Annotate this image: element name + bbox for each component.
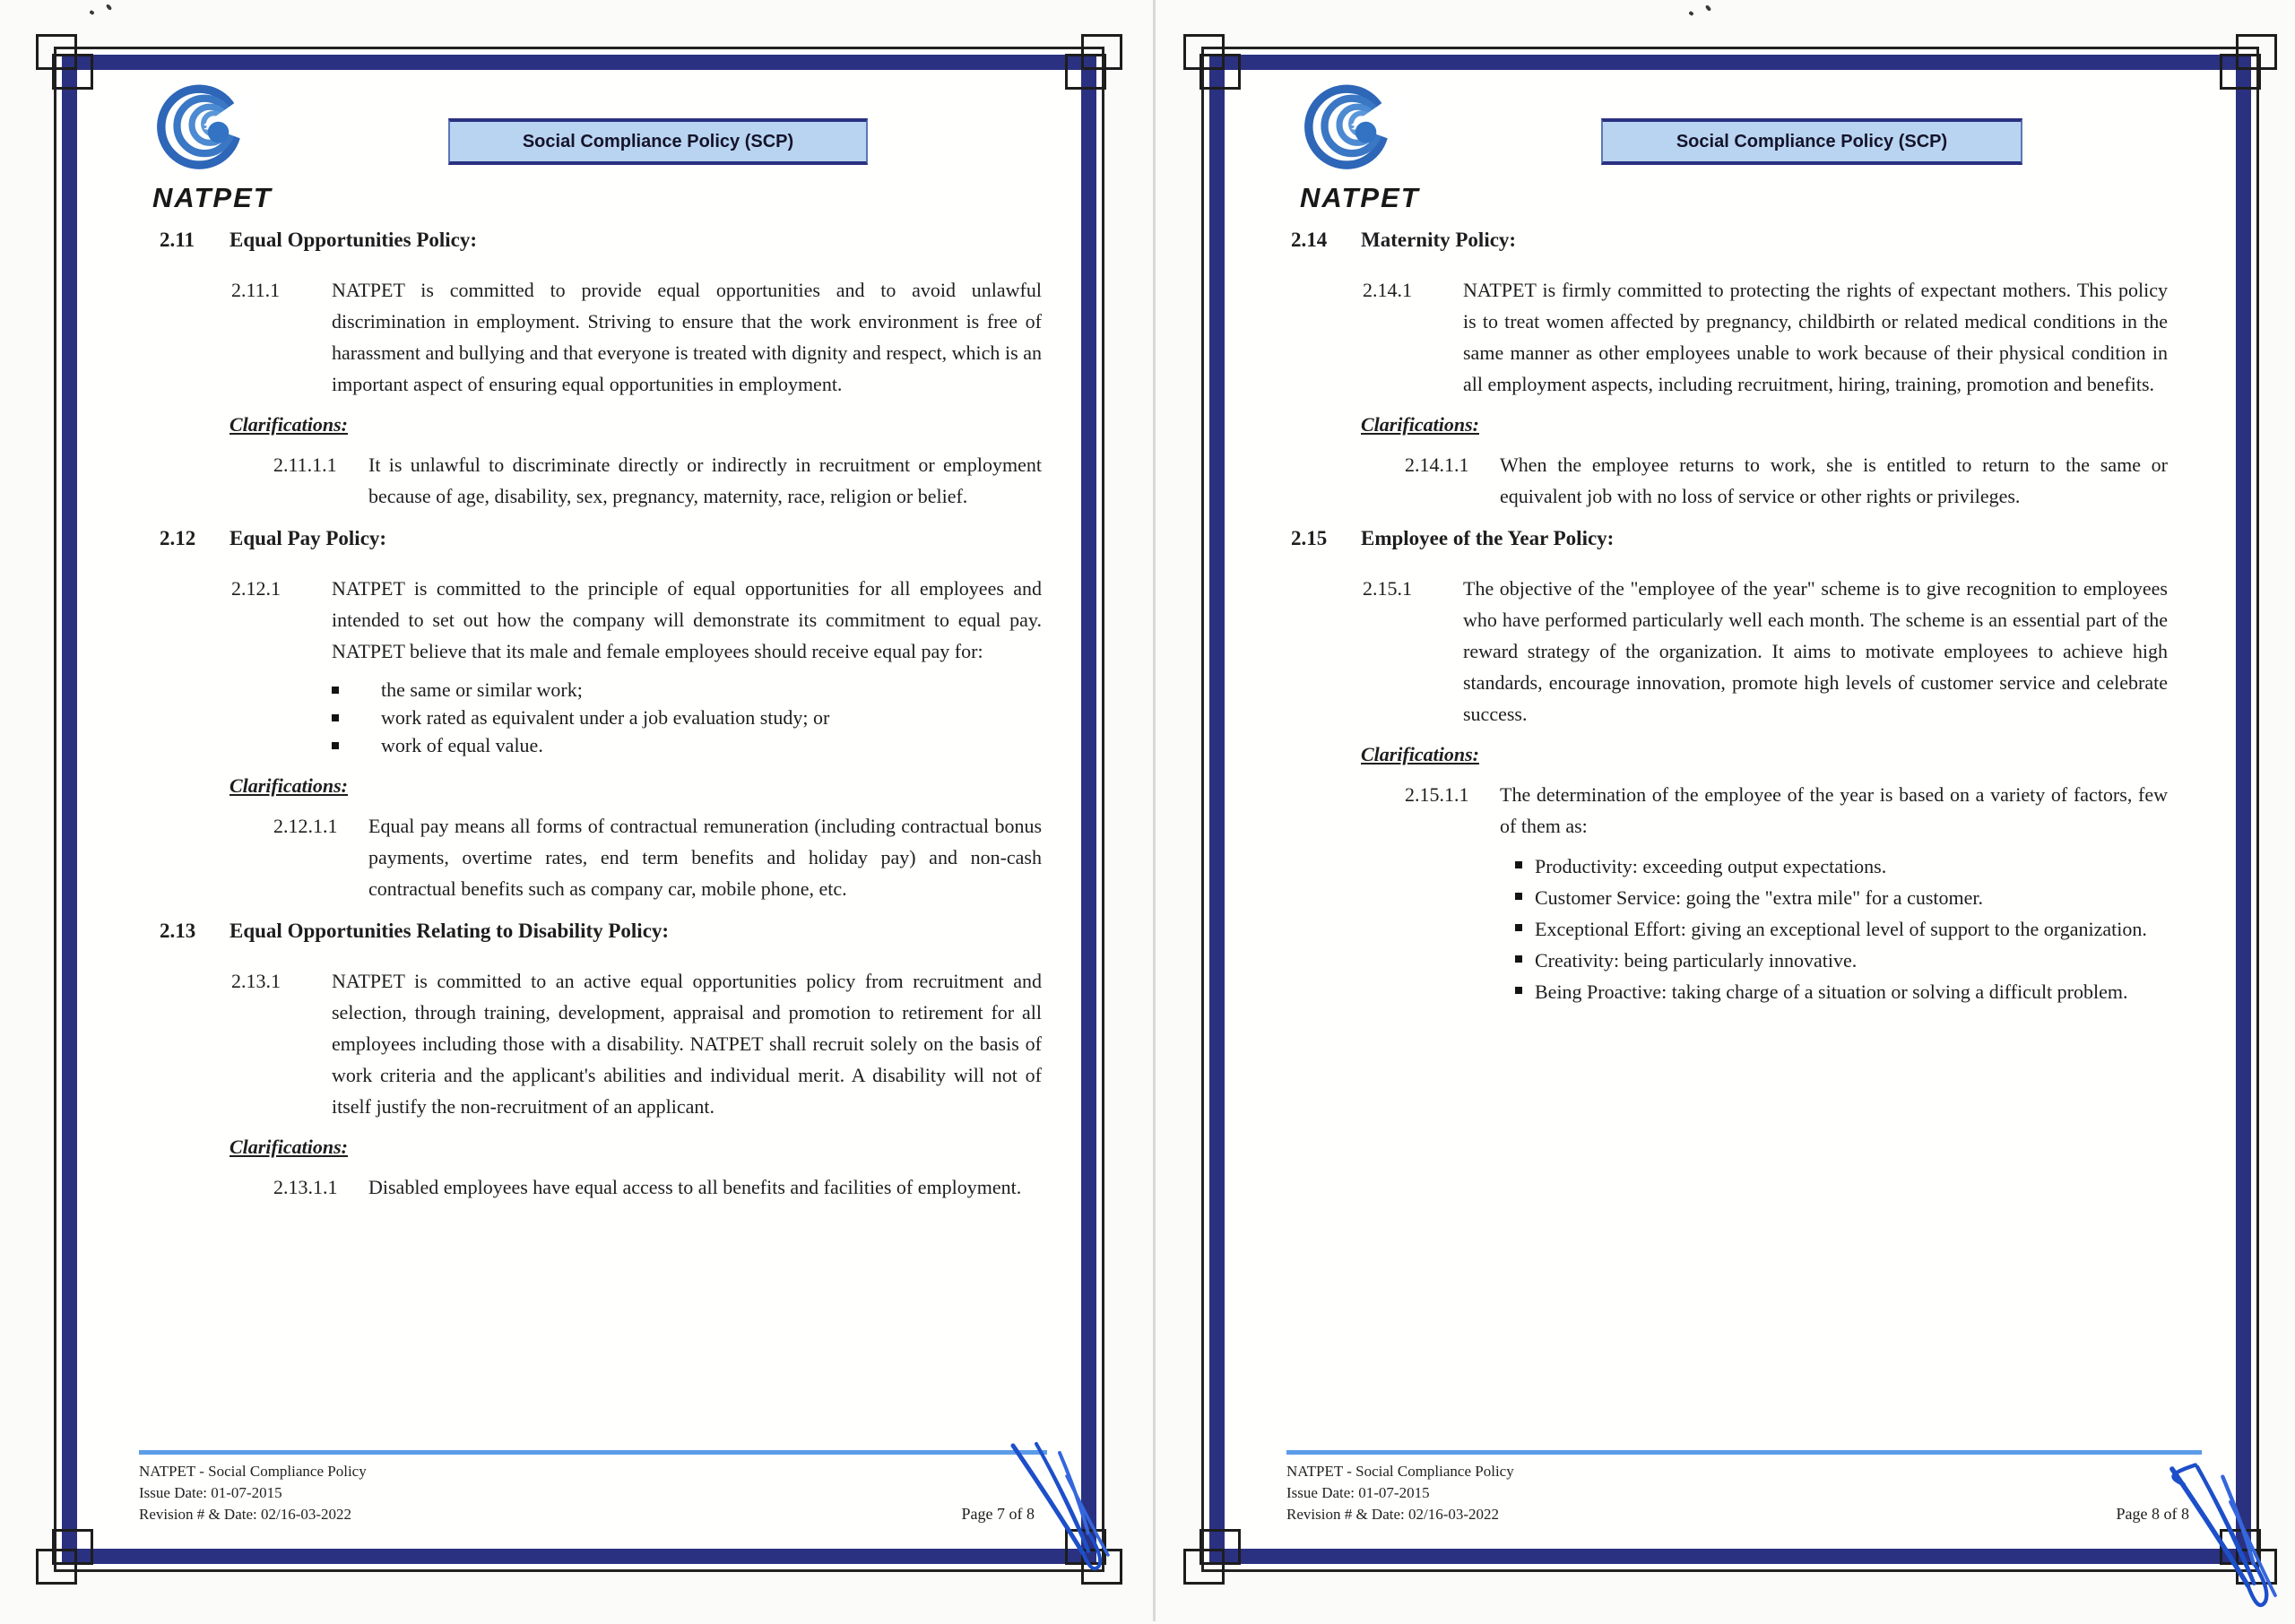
bullet-item	[1515, 976, 2168, 1007]
section-number: 2.14	[1291, 229, 1328, 251]
signature-scribble-icon	[1004, 1440, 1130, 1588]
square-bullet-icon	[332, 742, 339, 749]
policy-paragraph	[231, 274, 1042, 400]
corner-ornament	[1065, 54, 1106, 90]
bullet-item	[332, 731, 1042, 759]
section-title: Equal Opportunities Relating to Disability Policy:	[230, 920, 670, 942]
paragraph-number: 2.15.1	[1363, 577, 1412, 600]
section-number: 2.12	[160, 527, 196, 549]
page-footer	[139, 1450, 1047, 1525]
footer-issue-date: Issue Date: 01-07-2015	[1286, 1484, 1430, 1501]
paragraph-number: 2.13.1	[231, 970, 281, 992]
policy-section	[160, 523, 1042, 904]
footer-doc-title: NATPET - Social Compliance Policy	[1286, 1463, 1514, 1480]
section-number: 2.15	[1291, 527, 1328, 549]
square-bullet-icon	[1515, 924, 1522, 931]
page-body	[1201, 224, 2259, 1018]
corner-ornament	[52, 1529, 93, 1565]
page-body	[54, 224, 1104, 1212]
corner-ornament	[1199, 54, 1241, 90]
bullet-item	[332, 676, 1042, 704]
policy-section	[160, 915, 1042, 1203]
policy-paragraph	[1363, 274, 2168, 400]
clarifications-label: Clarifications:	[1361, 743, 1480, 765]
section-heading	[160, 915, 1042, 947]
footer-rule	[139, 1450, 1047, 1455]
bullet-item	[1515, 945, 2168, 976]
bullet-text: work rated as equivalent under a job evaluation study; or	[381, 706, 830, 729]
paragraph-number: 2.15.1.1	[1405, 783, 1469, 806]
page-divider-line	[1153, 0, 1156, 1621]
clarification-item	[273, 449, 1042, 512]
paragraph-text: When the employee returns to work, she is entitled to return to the same or equivalent job with no loss of service or other rights or privileges.	[1500, 454, 2168, 507]
scan-speck	[106, 4, 113, 11]
footer-doc-title: NATPET - Social Compliance Policy	[139, 1463, 367, 1480]
paragraph-number: 2.11.1	[231, 279, 281, 301]
section-title: Equal Pay Policy:	[230, 527, 387, 549]
bullet-text: Exceptional Effort: giving an exceptional level of support to the organization.	[1535, 918, 2147, 940]
paragraph-text: Disabled employees have equal access to all benefits and facilities of employment.	[368, 1176, 1022, 1198]
clarification-item	[273, 1171, 1042, 1203]
clarifications-label: Clarifications:	[230, 774, 349, 797]
corner-ornament	[2220, 54, 2261, 90]
paragraph-text: NATPET is committed to provide equal opportunities and to avoid unlawful discrimination in employment. Striving to ensure that the work environment is free of harassment and bullying and that everyone is treated with dignity and respect, which is an important aspect of ensuring equal opportunities in employment.	[332, 279, 1042, 395]
footer-rule	[1286, 1450, 2202, 1455]
document-header-title: Social Compliance Policy (SCP)	[522, 131, 794, 151]
scan-speck	[1688, 11, 1693, 16]
clarifications-label: Clarifications:	[230, 413, 349, 436]
paragraph-text: NATPET is committed to an active equal opportunities policy from recruitment and selection, through training, development, appraisal and promotion to retirement for all employees including those with a disability. NATPET shall recruit solely on the basis of work criteria and the applicant's abilities and individual merit. A disability will not of itself justify the non-recruitment of an applicant.	[332, 970, 1042, 1118]
section-title: Maternity Policy:	[1361, 229, 1517, 251]
document-header-bar	[1601, 118, 2022, 165]
policy-paragraph	[1363, 573, 2168, 730]
document-header-title: Social Compliance Policy (SCP)	[1676, 131, 1948, 151]
page-footer	[1286, 1450, 2202, 1525]
bullet-text: the same or similar work;	[381, 678, 583, 701]
paragraph-text: The determination of the employee of the year is based on a variety of factors, few of them as:	[1500, 783, 2168, 837]
footer-issue-date: Issue Date: 01-07-2015	[139, 1484, 282, 1501]
clarification-item	[1405, 449, 2168, 512]
section-number: 2.13	[160, 920, 196, 942]
logo-wordmark: NATPET	[152, 182, 273, 213]
section-heading	[160, 523, 1042, 555]
paragraph-number: 2.14.1	[1363, 279, 1412, 301]
document-page-8	[1201, 47, 2259, 1572]
bullet-list	[1515, 851, 2168, 1007]
section-number: 2.11	[160, 229, 195, 251]
bullet-item	[1515, 913, 2168, 945]
natpet-swirl-icon	[151, 82, 256, 176]
bullet-text: work of equal value.	[381, 734, 543, 756]
square-bullet-icon	[1515, 861, 1522, 868]
square-bullet-icon	[1515, 987, 1522, 994]
paragraph-text: It is unlawful to discriminate directly or indirectly in recruitment or employment because of age, disability, sex, pregnancy, maternity, race, religion or belief.	[368, 454, 1042, 507]
clarification-item	[273, 810, 1042, 904]
natpet-logo	[1298, 82, 1451, 214]
document-page-7	[54, 47, 1104, 1572]
section-heading	[160, 224, 1042, 256]
paragraph-text: NATPET is committed to the principle of equal opportunities for all employees and intended to set out how the company will demonstrate its commitment to equal pay. NATPET believe that its male and female employees should receive equal pay for:	[332, 577, 1042, 662]
clarifications-label: Clarifications:	[230, 1136, 349, 1158]
policy-paragraph	[231, 573, 1042, 667]
page-number-label: Page 7 of 8	[961, 1505, 1035, 1523]
paragraph-number: 2.12.1.1	[273, 815, 338, 837]
paragraph-text: Equal pay means all forms of contractual remuneration (including contractual bonus payments, overtime rates, end term benefits and holiday pay) and non-cash contractual benefits such as company car, mobile phone, etc.	[368, 815, 1042, 900]
section-heading	[1291, 224, 2168, 256]
bullet-item	[1515, 851, 2168, 882]
scan-speck	[1705, 4, 1712, 12]
footer-revision: Revision # & Date: 02/16-03-2022	[139, 1506, 352, 1523]
natpet-swirl-icon	[1298, 82, 1404, 176]
corner-ornament	[1199, 1529, 1241, 1565]
clarification-item	[1405, 779, 2168, 842]
policy-section	[1291, 523, 2168, 1007]
bullet-item	[332, 704, 1042, 731]
natpet-logo	[151, 82, 303, 214]
bullet-item	[1515, 882, 2168, 913]
policy-section	[160, 224, 1042, 512]
section-heading	[1291, 523, 2168, 555]
footer-revision: Revision # & Date: 02/16-03-2022	[1286, 1506, 1500, 1523]
square-bullet-icon	[1515, 893, 1522, 900]
page-number-label: Page 8 of 8	[2116, 1505, 2189, 1523]
bullet-text: Creativity: being particularly innovative.	[1535, 949, 1858, 972]
paragraph-text: The objective of the "employee of the year" scheme is to give recognition to employees who have performed particularly well each month. The scheme is an essential part of the reward strategy of the organization. It aims to motivate employees to achieve high standards, encourage innovation, promote high levels of customer service and celebrate success.	[1463, 577, 2168, 725]
policy-section	[1291, 224, 2168, 512]
bullet-text: Customer Service: going the "extra mile" for a customer.	[1535, 886, 1983, 909]
paragraph-number: 2.12.1	[231, 577, 281, 600]
document-header-bar	[448, 118, 868, 165]
paragraph-number: 2.14.1.1	[1405, 454, 1469, 476]
square-bullet-icon	[332, 714, 339, 721]
paragraph-number: 2.13.1.1	[273, 1176, 338, 1198]
square-bullet-icon	[1515, 955, 1522, 963]
bullet-text: Productivity: exceeding output expectations.	[1535, 855, 1887, 877]
section-title: Employee of the Year Policy:	[1361, 527, 1615, 549]
signature-scribble-icon	[2162, 1463, 2295, 1624]
section-title: Equal Opportunities Policy:	[230, 229, 478, 251]
corner-ornament	[52, 54, 93, 90]
paragraph-number: 2.11.1.1	[273, 454, 337, 476]
policy-paragraph	[231, 965, 1042, 1122]
scan-speck	[89, 10, 94, 15]
bullet-text: Being Proactive: taking charge of a situation or solving a difficult problem.	[1535, 980, 2128, 1003]
logo-wordmark: NATPET	[1300, 182, 1420, 213]
clarifications-label: Clarifications:	[1361, 413, 1480, 436]
paragraph-text: NATPET is firmly committed to protecting the rights of expectant mothers. This policy is to treat women affected by pregnancy, childbirth or related medical conditions in the same manner as other employees unable to work because of their physical condition in all employment aspects, including recruitment, hiring, training, promotion and benefits.	[1463, 279, 2168, 395]
bullet-list	[332, 676, 1042, 759]
square-bullet-icon	[332, 687, 339, 694]
